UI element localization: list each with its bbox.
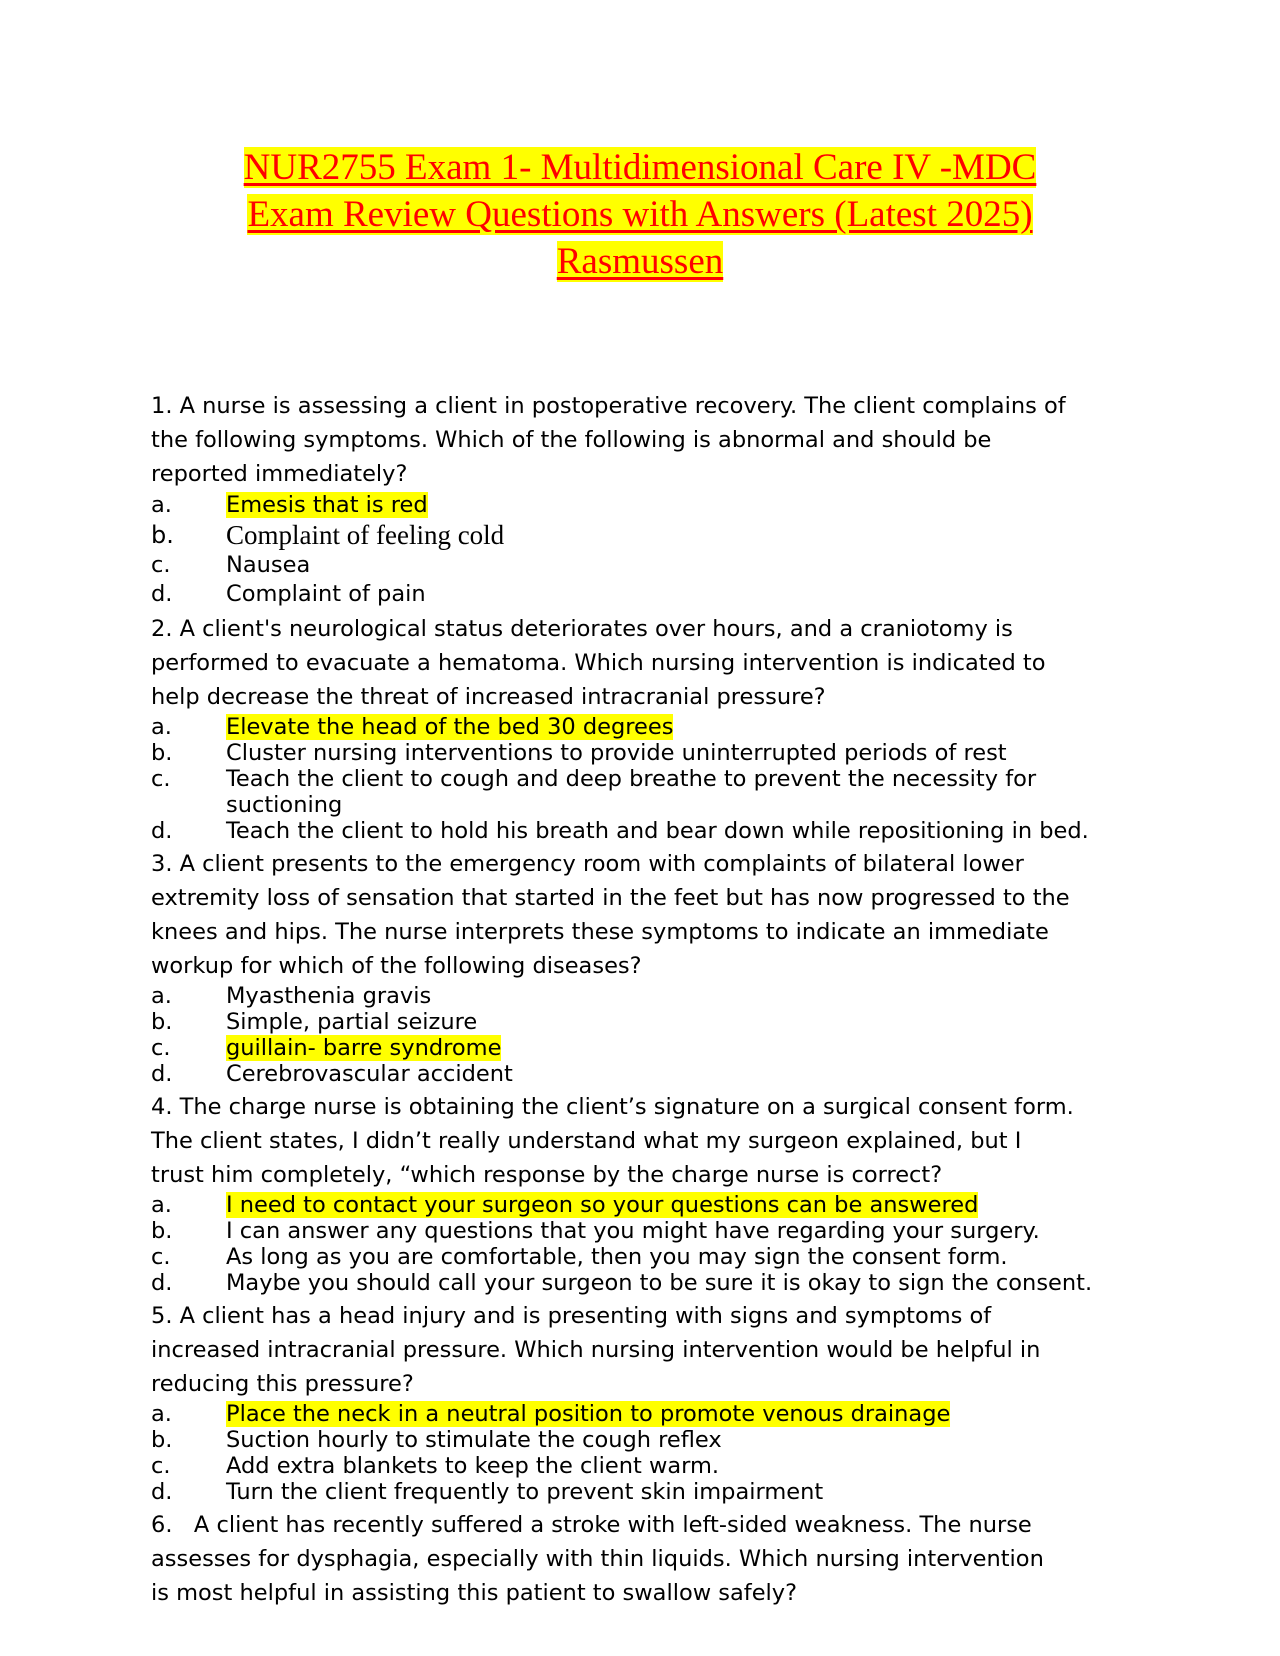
question-line: the following symptoms. Which of the following is abnormal and should be bbox=[151, 427, 992, 453]
question-text-1 bbox=[151, 389, 1161, 491]
answer-options-2 bbox=[151, 714, 1161, 844]
correct-answer-highlight: Emesis that is red bbox=[226, 492, 428, 518]
question-text-3 bbox=[151, 847, 1161, 983]
option-b bbox=[151, 1009, 1161, 1035]
option-c bbox=[151, 551, 1161, 580]
question-line: performed to evacuate a hematoma. Which nursing intervention is indicated to bbox=[151, 650, 1046, 676]
option-c bbox=[151, 1244, 1161, 1270]
title-line-2: Exam Review Questions with Answers (Latest 2025) bbox=[247, 194, 1033, 235]
option-text: Teach the client to hold his breath and bear down while repositioning in bed. bbox=[226, 818, 1089, 844]
answer-options-1 bbox=[151, 491, 1161, 609]
answer-options-5 bbox=[151, 1401, 1161, 1505]
option-letter: b. bbox=[151, 1218, 173, 1244]
answer-options-3 bbox=[151, 983, 1161, 1087]
option-c bbox=[151, 1453, 1161, 1479]
question-line: 5. A client has a head injury and is presenting with signs and symptoms of bbox=[151, 1303, 992, 1329]
option-letter: a. bbox=[151, 983, 172, 1009]
option-letter: d. bbox=[151, 1270, 173, 1296]
question-line: 2. A client's neurological status deteriorates over hours, and a craniotomy is bbox=[151, 616, 1013, 642]
option-letter: b. bbox=[151, 740, 173, 766]
option-d bbox=[151, 818, 1161, 844]
question-block-5 bbox=[151, 1299, 1161, 1505]
title-line-3: Rasmussen bbox=[556, 241, 724, 282]
option-letter: d. bbox=[151, 1061, 173, 1087]
option-a bbox=[151, 1401, 1161, 1427]
option-text: Cerebrovascular accident bbox=[226, 1061, 513, 1087]
option-text: Cluster nursing interventions to provide uninterrupted periods of rest bbox=[226, 740, 1007, 766]
option-a bbox=[151, 1192, 1161, 1218]
option-letter: d. bbox=[151, 1479, 173, 1505]
question-block-4 bbox=[151, 1090, 1161, 1296]
option-letter: a. bbox=[151, 1192, 172, 1218]
title-line-1: NUR2755 Exam 1- Multidimensional Care IV -MDC bbox=[243, 147, 1037, 188]
option-c bbox=[151, 766, 1161, 818]
correct-answer-highlight: Elevate the head of the bed 30 degrees bbox=[226, 714, 674, 740]
option-text: Myasthenia gravis bbox=[226, 983, 432, 1009]
option-d bbox=[151, 1061, 1161, 1087]
question-text-4 bbox=[151, 1090, 1161, 1192]
option-b bbox=[151, 1218, 1161, 1244]
option-text: Maybe you should call your surgeon to be sure it is okay to sign the consent. bbox=[226, 1270, 1093, 1296]
option-letter: a. bbox=[151, 492, 172, 518]
option-letter: c. bbox=[151, 1453, 171, 1479]
question-line: increased intracranial pressure. Which nursing intervention would be helpful in bbox=[151, 1337, 1041, 1363]
option-letter: a. bbox=[151, 714, 172, 740]
option-d bbox=[151, 1270, 1161, 1296]
option-text: Complaint of pain bbox=[226, 581, 426, 607]
option-c bbox=[151, 1035, 1161, 1061]
option-text: Turn the client frequently to prevent skin impairment bbox=[226, 1479, 824, 1505]
option-b bbox=[151, 520, 1161, 551]
question-block-2 bbox=[151, 612, 1161, 844]
option-a bbox=[151, 491, 1161, 520]
question-line: The client states, I didn’t really understand what my surgeon explained, but I bbox=[151, 1128, 1022, 1154]
correct-answer-highlight: I need to contact your surgeon so your questions can be answered bbox=[226, 1192, 979, 1218]
correct-answer-highlight: Place the neck in a neutral position to promote venous drainage bbox=[226, 1401, 951, 1427]
option-letter: b. bbox=[151, 1427, 173, 1453]
option-a bbox=[151, 714, 1161, 740]
question-block-3 bbox=[151, 847, 1161, 1087]
option-letter: b. bbox=[151, 1009, 173, 1035]
option-letter: c. bbox=[151, 1244, 171, 1270]
document-title bbox=[130, 144, 1150, 285]
question-list bbox=[151, 389, 1161, 1610]
option-a bbox=[151, 983, 1161, 1009]
question-line: reported immediately? bbox=[151, 461, 408, 487]
option-d bbox=[151, 1479, 1161, 1505]
option-text: I can answer any questions that you might have regarding your surgery. bbox=[226, 1218, 1040, 1244]
question-line: 3. A client presents to the emergency room with complaints of bilateral lower bbox=[151, 851, 1024, 877]
option-letter: d. bbox=[151, 581, 173, 607]
option-letter: b. bbox=[151, 521, 174, 549]
question-line: 1. A nurse is assessing a client in postoperative recovery. The client complains of bbox=[151, 393, 1066, 419]
option-text: Add extra blankets to keep the client warm. bbox=[226, 1453, 720, 1479]
question-line: is most helpful in assisting this patient to swallow safely? bbox=[151, 1580, 798, 1606]
question-line: workup for which of the following diseases? bbox=[151, 953, 642, 979]
option-text: Complaint of feeling cold bbox=[226, 520, 505, 550]
option-letter: c. bbox=[151, 766, 171, 792]
question-text-5 bbox=[151, 1299, 1161, 1401]
option-letter: c. bbox=[151, 552, 171, 578]
option-text: Teach the client to cough and deep breathe to prevent the necessity for suctioning bbox=[226, 766, 1037, 818]
question-line: help decrease the threat of increased intracranial pressure? bbox=[151, 684, 826, 710]
question-text-6 bbox=[151, 1508, 1161, 1610]
option-text: As long as you are comfortable, then you may sign the consent form. bbox=[226, 1244, 1008, 1270]
option-text: Suction hourly to stimulate the cough reflex bbox=[226, 1427, 722, 1453]
option-letter: d. bbox=[151, 818, 173, 844]
question-line: assesses for dysphagia, especially with thin liquids. Which nursing intervention bbox=[151, 1546, 1044, 1572]
answer-options-4 bbox=[151, 1192, 1161, 1296]
option-text: Simple, partial seizure bbox=[226, 1009, 478, 1035]
question-line: knees and hips. The nurse interprets these symptoms to indicate an immediate bbox=[151, 919, 1049, 945]
correct-answer-highlight: guillain- barre syndrome bbox=[226, 1035, 502, 1061]
question-line: extremity loss of sensation that started in the feet but has now progressed to the bbox=[151, 885, 1070, 911]
question-line: trust him completely, “which response by the charge nurse is correct? bbox=[151, 1162, 943, 1188]
option-b bbox=[151, 1427, 1161, 1453]
option-letter: c. bbox=[151, 1035, 171, 1061]
question-line: reducing this pressure? bbox=[151, 1371, 414, 1397]
question-line: 6. A client has recently suffered a stroke with left-sided weakness. The nurse bbox=[151, 1512, 1032, 1538]
question-block-6 bbox=[151, 1508, 1161, 1610]
question-line: 4. The charge nurse is obtaining the client’s signature on a surgical consent form. bbox=[151, 1094, 1074, 1120]
option-b bbox=[151, 740, 1161, 766]
question-text-2 bbox=[151, 612, 1161, 714]
option-d bbox=[151, 580, 1161, 609]
option-letter: a. bbox=[151, 1401, 172, 1427]
question-block-1 bbox=[151, 389, 1161, 609]
option-text: Nausea bbox=[226, 552, 311, 578]
